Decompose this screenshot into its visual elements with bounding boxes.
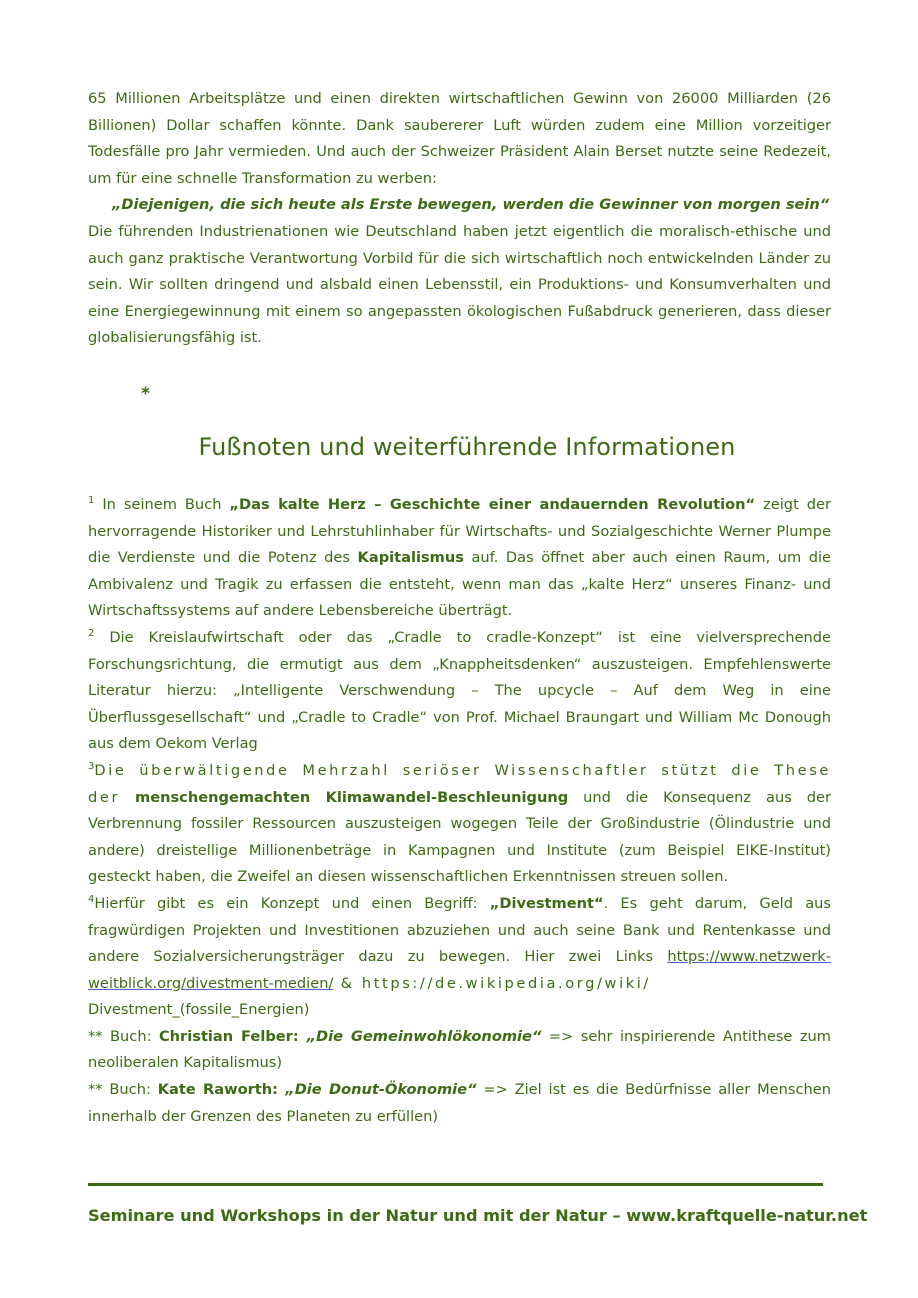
- book-recommendation-1: [88, 1024, 831, 1077]
- emphasis-term: Kapitalismus: [357, 549, 464, 567]
- wikipedia-link-text[interactable]: & https://de.wikipedia.org/wiki/: [333, 974, 651, 992]
- footnote-text: In seinem Buch: [94, 496, 230, 513]
- responsibility-paragraph: Die führenden Industrienationen wie Deutschland haben jetzt eigentlich die moralisch-ethische und auch ganz praktische Verantwortung Vorbild für die sich wirtschaftlich noch entwickelnden Länder zu sein. Wir sollten dringend und alsbald einen Lebensstil, ein Produktions- und Konsumverhalten und eine Energiegewinnung mit einem so angepassten ökologischen Fußabdruck generieren, dass dieser globalisierungsfähig ist.: [88, 222, 831, 347]
- footer-text: Seminare und Workshops in der Natur und mit der Natur – www.kraftquelle-natur.net: [88, 1206, 868, 1225]
- footnote-text: zeigt der hervorragende Historiker und Lehrstuhlinhaber für Wirtschafts- und Sozialgeschichte Werner Plumpe die Verdienste und die Potenz des: [88, 496, 831, 567]
- footnotes-list: [88, 492, 831, 1130]
- book-description: => Ziel ist es die Bedürfnisse aller Menschen innerhalb der Grenzen des Planeten zu erfüllen): [88, 1081, 832, 1125]
- footnote-number: 3: [88, 761, 95, 773]
- book-author: Christian Felber:: [158, 1027, 307, 1045]
- book-title: „Das kalte Herz – Geschichte einer andauernden Revolution“: [229, 496, 756, 513]
- footnote-text: Die überwältigende Mehrzahl seriöser Wissenschaftler stützt die These der: [88, 761, 831, 806]
- footnote-text: und die Konsequenz aus der Verbrennung fossiler Ressourcen auszusteigen wogegen Teile der Großindustrie (Ölindustrie und andere) dreistellige Millionenbeträge in Kampagnen und Institute (zum Beispiel EIKE-Institut) gesteckt haben, die Zweifel an diesen wissenschaftlichen Erkenntnissen streuen sollen.: [88, 788, 832, 886]
- book-title: „Die Donut-Ökonomie“: [285, 1081, 477, 1099]
- footnotes-heading: Fußnoten und weiterführende Informationen: [198, 433, 736, 461]
- footnote-text: . Es geht darum, Geld aus fragwürdigen Projekten und Investitionen abzuziehen und auch seine Bank und Rentenkasse und andere Sozialversicherungsträger dazu zu bewegen. Hier zwei Links: [88, 894, 831, 966]
- footnote-4: [88, 891, 831, 1024]
- book-prefix: ** Buch:: [88, 1081, 158, 1099]
- divestment-link[interactable]: https://www.netzwerk-weitblick.org/divestment-medien/: [88, 948, 831, 992]
- emphasis-term: „Divestment“: [489, 894, 604, 912]
- footnote-number: 1: [88, 495, 95, 507]
- footnote-number: 4: [88, 894, 95, 906]
- intro-section: [88, 86, 831, 352]
- footnote-3: [88, 758, 831, 891]
- footnote-text: Die Kreislaufwirtschaft oder das „Cradle to cradle-Konzept“ ist eine vielversprechende Forschungsrichtung, die ermutigt aus dem „Knappheitsdenken“ auszusteigen. Empfehlenswerte Literatur hierzu: „Intelligente Verschwendung – The upcycle – Auf dem Weg in eine Überflussgesellschaft“ und „Cradle to Cradle“ von Prof. Michael Braungart und William Mc Donough aus dem Oekom Verlag: [88, 628, 831, 753]
- footnote-2: [88, 625, 831, 758]
- section-separator: *: [141, 384, 150, 404]
- berset-quote: „Diejenigen, die sich heute als Erste bewegen, werden die Gewinner von morgen sein“: [112, 196, 830, 214]
- wikipedia-link-tail[interactable]: Divestment_(fossile_Energien): [88, 1001, 310, 1019]
- book-recommendation-2: [88, 1077, 831, 1130]
- footnote-number: 2: [88, 628, 95, 640]
- footnote-1: [88, 492, 831, 625]
- book-prefix: ** Buch:: [88, 1027, 159, 1045]
- footer-divider: [88, 1183, 823, 1186]
- book-author: Kate Raworth:: [157, 1081, 286, 1099]
- intro-paragraph: 65 Millionen Arbeitsplätze und einen direkten wirtschaftlichen Gewinn von 26000 Milliarden (26 Billionen) Dollar schaffen könnte. Dank saubererer Luft würden zudem eine Million vorzeitiger Todesfälle pro Jahr vermieden. Und auch der Schweizer Präsident Alain Berset nutzte seine Redezeit, um für eine schnelle Transformation zu werben:: [88, 90, 831, 187]
- footnote-text: auf. Das öffnet aber auch einen Raum, um die Ambivalenz und Tragik zu erfassen die entsteht, wenn man das „kalte Herz“ unseres Finanz- und Wirtschaftssystems auf andere Lebensbereiche überträgt.: [88, 549, 832, 620]
- footnote-text: Hierfür gibt es ein Konzept und einen Begriff:: [94, 894, 490, 912]
- book-description: => sehr inspirierende Antithese zum neoliberalen Kapitalismus): [88, 1027, 831, 1072]
- emphasis-term: menschengemachten Klimawandel-Beschleunigung: [135, 788, 569, 806]
- book-title: „Die Gemeinwohlökonomie“: [306, 1027, 542, 1045]
